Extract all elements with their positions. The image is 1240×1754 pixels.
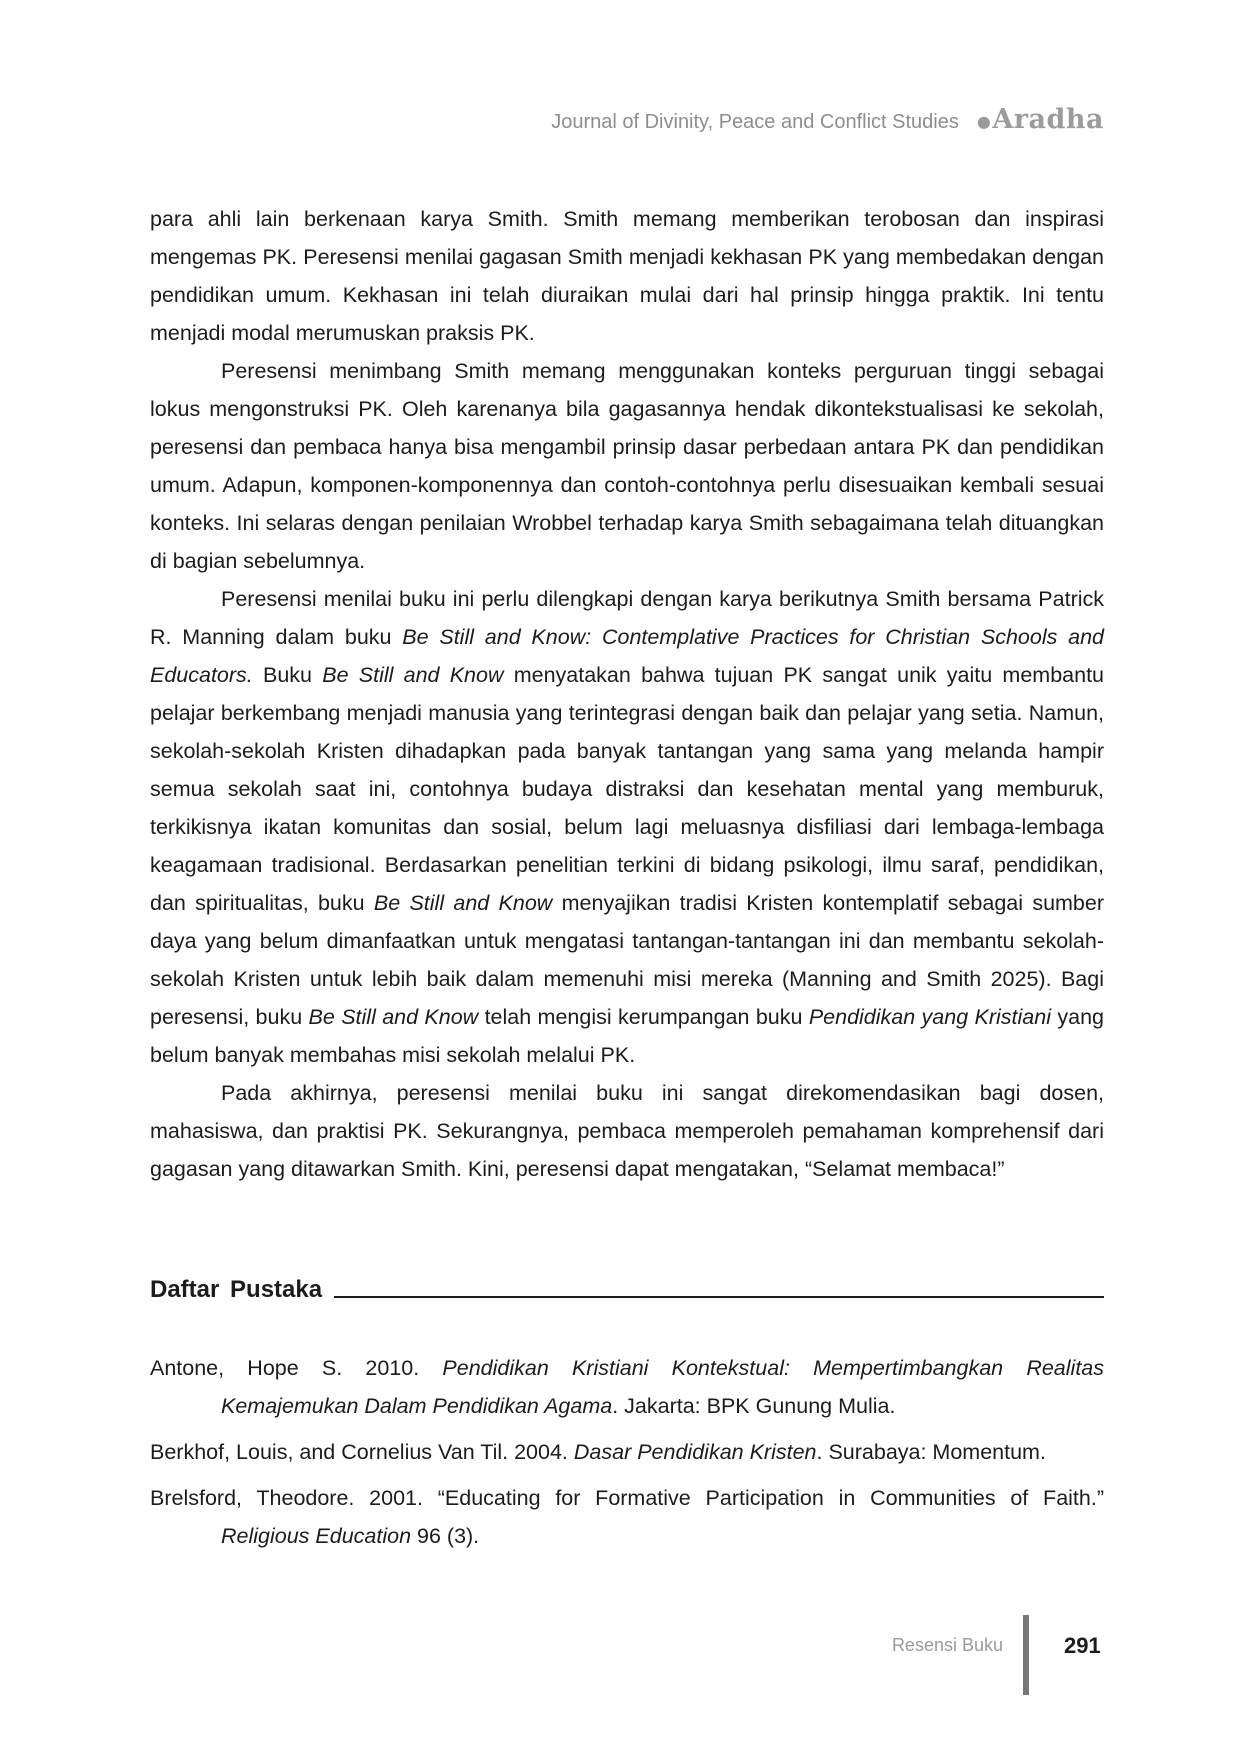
paragraph-4: Pada akhirnya, peresensi menilai buku ini sangat direkomendasikan bagi dosen, mahasiswa, dan praktisi PK. Sekurangnya, pembaca memperoleh pemahaman komprehensif dari gagasan yang ditawarkan Smith. Kini, peresensi dapat mengatakan, “Selamat membaca!” [150,1081,1104,1181]
reference-author-year: Berkhof, Louis, and Cornelius Van Til. 2004. [150,1440,574,1464]
brand-dot-icon: ● [976,112,992,131]
running-header [0,104,1104,135]
reference-author-year: Brelsford, Theodore. 2001. “Educating for Formative Participation in Communities of Faith.” [150,1486,1104,1510]
book-title-italic: Be Still and Know: Contemplative Practices for Christian Schools and Educators. [150,625,1104,687]
reference-publisher: . Jakarta: BPK Gunung Mulia. [612,1394,896,1418]
footer-divider [1023,1615,1029,1695]
text-segment: menyajikan tradisi Kristen kontemplatif sebagai sumber daya yang belum dimanfaatkan untuk mengatasi tantangan-tantangan ini dan membantu sekolah-sekolah Kristen untuk lebih baik dalam memenuhi misi mereka (Manning and Smith 2025). Bagi peresensi, buku [150,891,1105,1029]
book-title-italic: Pendidikan yang Kristiani [808,1005,1052,1029]
journal-brand-logo [977,104,1104,135]
article-body [150,200,1104,1188]
page-footer [0,1615,1240,1695]
reference-author-year: Antone, Hope S. 2010. [150,1356,443,1380]
reference-title: Dasar Pendidikan Kristen [573,1440,817,1464]
reference-item [150,1349,1104,1425]
reference-list [150,1349,1104,1563]
paragraph-2: Peresensi menimbang Smith memang menggunakan konteks perguruan tinggi sebagai lokus mengonstruksi PK. Oleh karenanya bila gagasannya hendak dikontekstualisasi ke sekolah, peresensi dan pembaca hanya bisa mengambil prinsip dasar perbedaan antara PK dan pendidikan umum. Adapun, komponen-komponennya dan contoh-contohnya perlu disesuaikan kembali sesuai konteks. Ini selaras dengan penilaian Wrobbel terhadap karya Smith sebagaimana telah dituangkan di bagian sebelumnya. [150,359,1104,573]
reference-title: Religious Education [221,1524,412,1548]
heading-rule [334,1296,1104,1298]
journal-name: Journal of Divinity, Peace and Conflict Studies [551,111,959,133]
reference-publisher: 96 (3). [411,1524,480,1548]
book-title-italic: Be Still and Know [373,891,553,915]
text-segment: yang belum banyak membahas misi sekolah melalui PK. [150,1005,1104,1067]
text-segment: telah mengisi kerumpangan buku [478,1005,809,1029]
reference-item [150,1479,1104,1555]
paragraph-3 [150,580,1104,1074]
paragraph-1: para ahli lain berkenaan karya Smith. Smith memang memberikan terobosan dan inspirasi mengemas PK. Peresensi menilai gagasan Smith menjadi kekhasan PK yang membedakan dengan pendidikan umum. Kekhasan ini telah diuraikan mulai dari hal prinsip hingga praktik. Ini tentu menjadi modal merumuskan praksis PK. [150,207,1104,345]
page-number: 291 [1064,1633,1101,1658]
book-title-italic: Be Still and Know [322,663,504,687]
brand-wordmark: Aradha [992,104,1104,135]
reference-item [150,1433,1104,1471]
text-segment: Peresensi menilai buku ini perlu dilengkapi dengan karya berikutnya Smith bersama Patrick R. Manning dalam buku [150,587,1104,649]
text-segment: menyatakan bahwa tujuan PK sangat unik yaitu membantu pelajar berkembang menjadi manusia yang terintegrasi dengan baik dan pelajar yang setia. Namun, sekolah-sekolah Kristen dihadapkan pada banyak tantangan yang sama yang melanda hampir semua sekolah saat ini, contohnya budaya distraksi dan kesehatan mental yang memburuk, terkikisnya ikatan komunitas dan sosial, belum lagi meluasnya disfiliasi dari lembaga-lembaga keagamaan tradisional. Berdasarkan penelitian terkini di bidang psikologi, ilmu saraf, pendidikan, dan spiritualitas, buku [150,663,1104,915]
references-heading-row [150,1276,1104,1304]
references-heading: Daftar Pustaka [150,1276,323,1303]
section-label: Resensi Buku [891,1635,1003,1655]
text-segment: Buku [252,663,323,687]
book-title-italic: Be Still and Know [308,1005,479,1029]
reference-title: Pendidikan Kristiani Kontekstual: Mempertimbangkan Realitas Kemajemukan Dalam Pendidikan Agama [221,1356,1104,1418]
reference-publisher: . Surabaya: Momentum. [816,1440,1046,1464]
